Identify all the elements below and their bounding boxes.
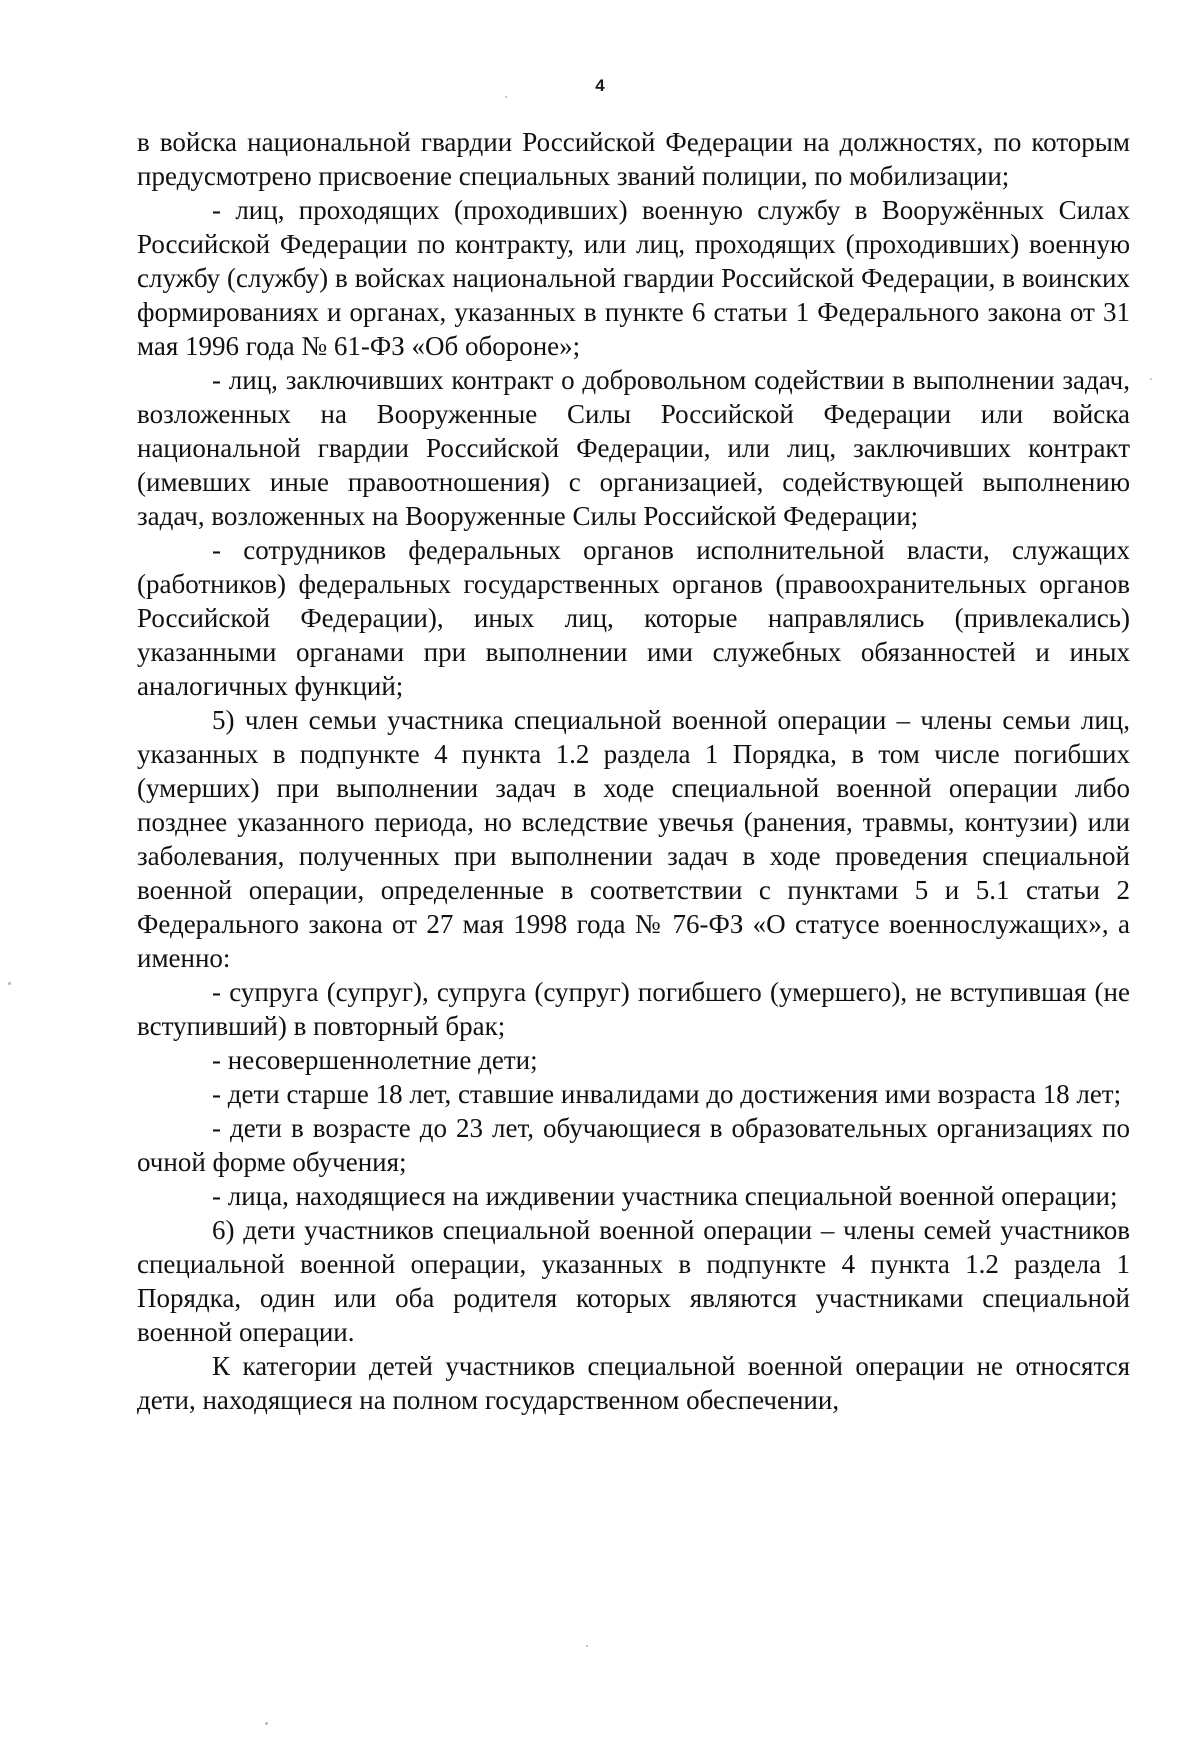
scan-speck [1150, 378, 1152, 380]
scan-speck [265, 1722, 268, 1725]
paragraph: в войска национальной гвардии Российской Федерации на должностях, по которым предусмотрено присвоение специальных званий полиции, по мобилизации; [137, 127, 1130, 191]
paragraph: - дети в возрасте до 23 лет, обучающиеся в образовательных организациях по очной форме обучения; [137, 1113, 1130, 1177]
document-body [137, 125, 1130, 1417]
paragraph: - сотрудников федеральных органов исполнительной власти, служащих (работников) федеральных государственных органов (правоохранительных органов Российской Федерации), иных лиц, которые направлялись (привлекались) указанными органами при выполнении ими служебных обязанностей и иных аналогичных функций; [137, 535, 1130, 701]
paragraph: К категории детей участников специальной военной операции не относятся дети, находящиеся на полном государственном обеспечении, [137, 1351, 1130, 1415]
scan-speck [586, 1645, 588, 1647]
paragraph: 6) дети участников специальной военной операции – члены семей участников специальной военной операции, указанных в подпункте 4 пункта 1.2 раздела 1 Порядка, один или оба родителя которых являются участниками специальной военной операции. [137, 1215, 1130, 1347]
page-number: 4 [595, 76, 605, 95]
paragraph: - дети старше 18 лет, ставшие инвалидами до достижения ими возраста 18 лет; [212, 1079, 1122, 1109]
paragraph: - лиц, проходящих (проходивших) военную службу в Вооружённых Силах Российской Федерации по контракту, или лиц, проходящих (проходивших) военную службу (службу) в войсках национальной гвардии Российской Федерации, в воинских формированиях и органах, указанных в пункте 6 статьи 1 Федерального закона от 31 мая 1996 года № 61-ФЗ «Об обороне»; [137, 195, 1130, 361]
paragraph: - несовершеннолетние дети; [212, 1045, 538, 1075]
scan-speck [505, 96, 507, 98]
paragraph: - супруга (супруг), супруга (супруг) погибшего (умершего), не вступившая (не вступивший) в повторный брак; [137, 977, 1130, 1041]
paragraph: 5) член семьи участника специальной военной операции – члены семьи лиц, указанных в подпункте 4 пункта 1.2 раздела 1 Порядка, в том числе погибших (умерших) при выполнении задач в ходе специальной военной операции либо позднее указанного периода, но вследствие увечья (ранения, травмы, контузии) или заболевания, полученных при выполнении задач в ходе проведения специальной военной операции, определенные в соответствии с пунктами 5 и 5.1 статьи 2 Федерального закона от 27 мая 1998 года № 76-ФЗ «О статусе военнослужащих», а именно: [137, 705, 1130, 973]
paragraph: - лиц, заключивших контракт о добровольном содействии в выполнении задач, возложенных на Вооруженные Силы Российской Федерации или войска национальной гвардии Российской Федерации, или лиц, заключивших контракт (имевших иные правоотношения) с организацией, содействующей выполнению задач, возложенных на Вооруженные Силы Российской Федерации; [137, 365, 1130, 531]
paragraph: - лица, находящиеся на иждивении участника специальной военной операции; [212, 1181, 1118, 1211]
scan-speck [8, 982, 11, 985]
